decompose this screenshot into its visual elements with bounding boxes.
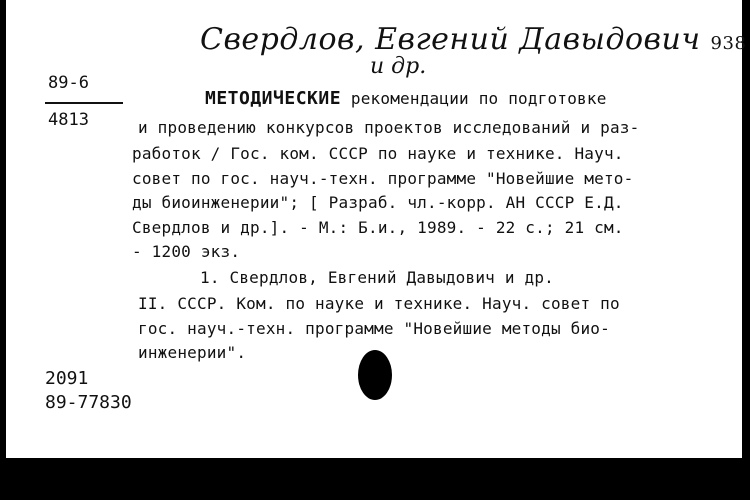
entry-line: - 1200 экз. bbox=[132, 242, 241, 261]
scan-edge-left bbox=[0, 0, 6, 458]
scan-edge-right bbox=[742, 0, 748, 458]
call-number-divider bbox=[45, 102, 123, 104]
call-number-bottom: 4813 bbox=[48, 110, 89, 130]
call-number-top: 89-6 bbox=[48, 73, 89, 93]
entry-line: Свердлов и др.]. - М.: Б.и., 1989. - 22 с.; 21 см. bbox=[132, 218, 624, 237]
entry-line: работок / Гос. ком. СССР по науке и технике. Науч. bbox=[132, 144, 624, 163]
handwritten-page-ref: 938 bbox=[710, 33, 747, 54]
handwritten-author-heading bbox=[200, 22, 746, 57]
inventory-number: 2091 bbox=[45, 368, 89, 389]
tracing-line: II. СССР. Ком. по науке и технике. Науч. совет по bbox=[138, 294, 620, 313]
accession-number: 89-77830 bbox=[45, 392, 132, 413]
entry-line: рекомендации по подготовке bbox=[350, 89, 607, 108]
entry-first-line bbox=[205, 88, 607, 109]
entry-line: ды биоинженерии"; [ Разраб. чл.-корр. АН СССР Е.Д. bbox=[132, 193, 624, 212]
entry-line: и проведению конкурсов проектов исследований и раз- bbox=[138, 118, 640, 137]
tracing-line: инженерии". bbox=[138, 343, 247, 362]
entry-line: совет по гос. науч.-техн. программе "Новейшие мето- bbox=[132, 169, 634, 188]
handwritten-author-name: Свердлов, Евгений Давыдович bbox=[200, 22, 701, 57]
entry-title-word: МЕТОДИЧЕСКИЕ bbox=[205, 88, 342, 109]
punch-hole bbox=[358, 350, 392, 400]
handwritten-and-others: и др. bbox=[370, 54, 427, 79]
tracing-line: 1. Свердлов, Евгений Давыдович и др. bbox=[200, 268, 554, 287]
tracing-line: гос. науч.-техн. программе "Новейшие методы био- bbox=[138, 319, 610, 338]
